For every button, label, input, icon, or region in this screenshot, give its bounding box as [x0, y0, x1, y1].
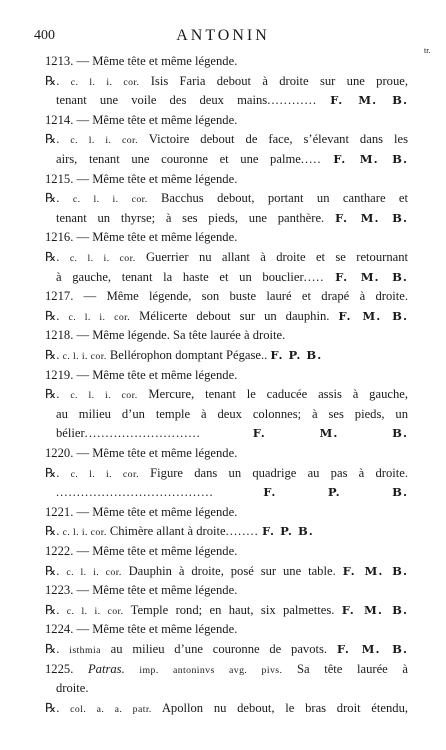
line-segment: Figure dans un quadrige au pas à droite.	[138, 465, 408, 480]
line-segment: ℞.	[45, 700, 71, 715]
text-line	[45, 561, 408, 581]
line-segment: tenant une voile des deux mains	[56, 93, 268, 108]
line-segment: .....	[303, 269, 325, 284]
text-line	[45, 541, 408, 561]
line-segment: ℞.	[45, 308, 69, 323]
line-segment: F. M. B.	[342, 563, 408, 578]
text-line	[45, 169, 408, 189]
line-segment: 1221. — Même tête et même légende.	[45, 504, 238, 519]
text-line	[45, 365, 408, 385]
text-line	[45, 698, 408, 718]
line-segment: ℞.	[45, 348, 63, 362]
text-line	[45, 325, 408, 345]
line-segment: 1215. — Même tête et même légende.	[45, 171, 238, 186]
line-segment: F. M. B.	[252, 426, 408, 441]
line-segment: isthmia	[69, 645, 101, 656]
line-segment: F. M. B.	[335, 269, 408, 284]
line-segment: 1222. — Même tête et même légende.	[45, 544, 238, 558]
line-segment: ℞.	[45, 524, 63, 539]
text-line	[56, 208, 408, 228]
text-line	[45, 463, 408, 483]
line-segment: Temple rond; en haut, six palmettes.	[123, 602, 342, 617]
text-line	[56, 267, 408, 287]
line-segment: Dauphin à droite, posé sur une table.	[121, 563, 343, 578]
line-segment	[214, 485, 264, 499]
line-segment: F. P. B.	[261, 524, 314, 539]
text-line	[56, 678, 408, 698]
running-head: ANTONIN	[176, 27, 270, 44]
line-segment: F. P. B.	[270, 348, 323, 362]
text-line	[45, 659, 408, 679]
line-segment: c. l. i. cor.	[70, 76, 140, 88]
line-segment: Victoire debout de face, s’élevant dans les	[138, 132, 408, 147]
text-line	[56, 90, 408, 110]
line-segment: ℞.	[45, 387, 71, 402]
line-segment: c. l. i. cor.	[68, 311, 131, 323]
line-segment: 1216. — Même tête et même légende.	[45, 230, 238, 245]
line-segment: Apollon nu debout, le bras droit étendu,	[151, 700, 408, 715]
text-line	[45, 247, 408, 267]
line-segment: ℞.	[45, 191, 73, 206]
text-line	[56, 423, 408, 443]
line-segment: à gauche, tenant la haste et un bouclier	[56, 269, 304, 284]
text-line	[45, 345, 408, 365]
line-segment: F. M. B.	[334, 210, 408, 225]
line-segment: airs, tenant une couronne et une palme	[56, 152, 301, 166]
line-segment: 1225.	[45, 661, 88, 676]
line-segment: F. M. B.	[336, 642, 408, 656]
line-segment: c. l. i. cor.	[72, 194, 148, 206]
line-segment: c. l. i. cor.	[66, 605, 124, 617]
line-segment: ℞.	[45, 73, 71, 88]
margin-mark: tr.	[424, 46, 431, 55]
line-segment: c. l. i. cor.	[69, 253, 136, 264]
line-segment: c. l. i. cor.	[66, 566, 122, 578]
line-segment: ℞.	[45, 602, 67, 617]
line-segment: Bacchus debout, portant un canthare et	[147, 191, 408, 206]
text-line	[45, 286, 408, 306]
text-line	[45, 71, 408, 91]
line-segment: Isis Faria debout à droite sur une proue,	[139, 73, 408, 88]
text-line	[45, 580, 408, 600]
line-segment: droite.	[56, 681, 89, 696]
line-segment: 1214. — Même tête et même légende.	[45, 112, 238, 127]
line-segment: c. l. i. cor.	[62, 351, 107, 362]
line-segment: .....	[300, 152, 322, 166]
line-segment: F. M. B.	[333, 152, 408, 166]
line-segment: 1220. — Même tête et même légende.	[45, 446, 238, 460]
line-segment: ℞.	[45, 132, 71, 147]
line-segment: Mercure, tenant le caducée assis à gauche,	[137, 387, 408, 402]
line-segment: 1219. — Même tête et même légende.	[45, 367, 238, 382]
line-segment	[324, 270, 335, 284]
line-segment: ......................................	[56, 485, 214, 500]
line-segment: c. l. i. cor.	[62, 527, 107, 539]
line-segment: Mélicerte debout sur un dauphin.	[130, 308, 339, 323]
text-line	[45, 600, 408, 620]
text-line	[56, 482, 408, 502]
text-line	[45, 384, 408, 404]
text-line	[45, 639, 408, 659]
line-segment: ............................	[84, 426, 201, 441]
line-segment: imp. antoninvs avg. pivs.	[139, 664, 283, 676]
line-segment: ............	[267, 93, 317, 108]
text-line	[45, 227, 408, 247]
page-number: 400	[34, 28, 55, 43]
line-segment: Chimère allant à droite	[106, 524, 226, 539]
text-line	[45, 502, 408, 522]
line-segment	[125, 662, 140, 676]
line-segment: c. l. i. cor.	[70, 390, 138, 402]
line-segment: ℞.	[45, 465, 71, 480]
text-line	[45, 619, 408, 639]
line-segment: ℞.	[45, 250, 70, 264]
line-segment: ℞.	[45, 642, 70, 656]
line-segment: 1213. — Même tête et même légende.	[45, 54, 238, 68]
line-segment: Sa tête laurée à	[282, 661, 408, 676]
text-line	[45, 443, 408, 463]
text-line	[45, 521, 408, 541]
line-segment: Guerrier nu allant à droite et se retournant	[135, 250, 408, 264]
line-segment: F. M. B.	[341, 602, 408, 617]
line-segment: col. a. a. patr.	[70, 703, 152, 715]
line-segment: tenant un thyrse; à ses pieds, une panthère.	[56, 210, 335, 225]
text-line	[56, 149, 408, 169]
line-segment: Patras.	[87, 661, 125, 676]
line-segment: bélier	[56, 426, 85, 441]
line-segment: 1223. — Même tête et même légende.	[45, 583, 238, 598]
line-segment: 1224. — Même tête et même légende.	[45, 622, 238, 637]
line-segment: Bellérophon domptant Pégase..	[106, 348, 271, 362]
line-segment: c. l. i. cor.	[70, 135, 139, 147]
line-segment: ℞.	[45, 563, 67, 578]
line-segment: 1217. — Même légende, son buste lauré et drapé à droite.	[45, 289, 408, 304]
line-segment: c. l. i. cor.	[70, 468, 139, 480]
text-line	[45, 110, 408, 130]
line-segment: F. M. B.	[330, 93, 408, 108]
text-line	[45, 129, 408, 149]
text-line	[56, 404, 408, 424]
text-line	[45, 51, 408, 71]
line-segment: ........	[225, 524, 259, 539]
line-segment: au milieu d’une couronne de pavots.	[100, 642, 337, 656]
text-line	[45, 188, 408, 208]
line-segment: 1218. — Même légende. Sa tête laurée à droite.	[45, 328, 286, 343]
line-segment: F. P. B.	[263, 485, 408, 500]
line-segment: F. M. B.	[338, 308, 408, 323]
line-segment: au milieu d’un temple à deux colonnes; à ses pieds, un	[56, 406, 408, 421]
line-segment	[317, 93, 330, 107]
text-line	[45, 306, 408, 326]
line-segment	[201, 426, 253, 440]
line-segment	[322, 152, 334, 166]
